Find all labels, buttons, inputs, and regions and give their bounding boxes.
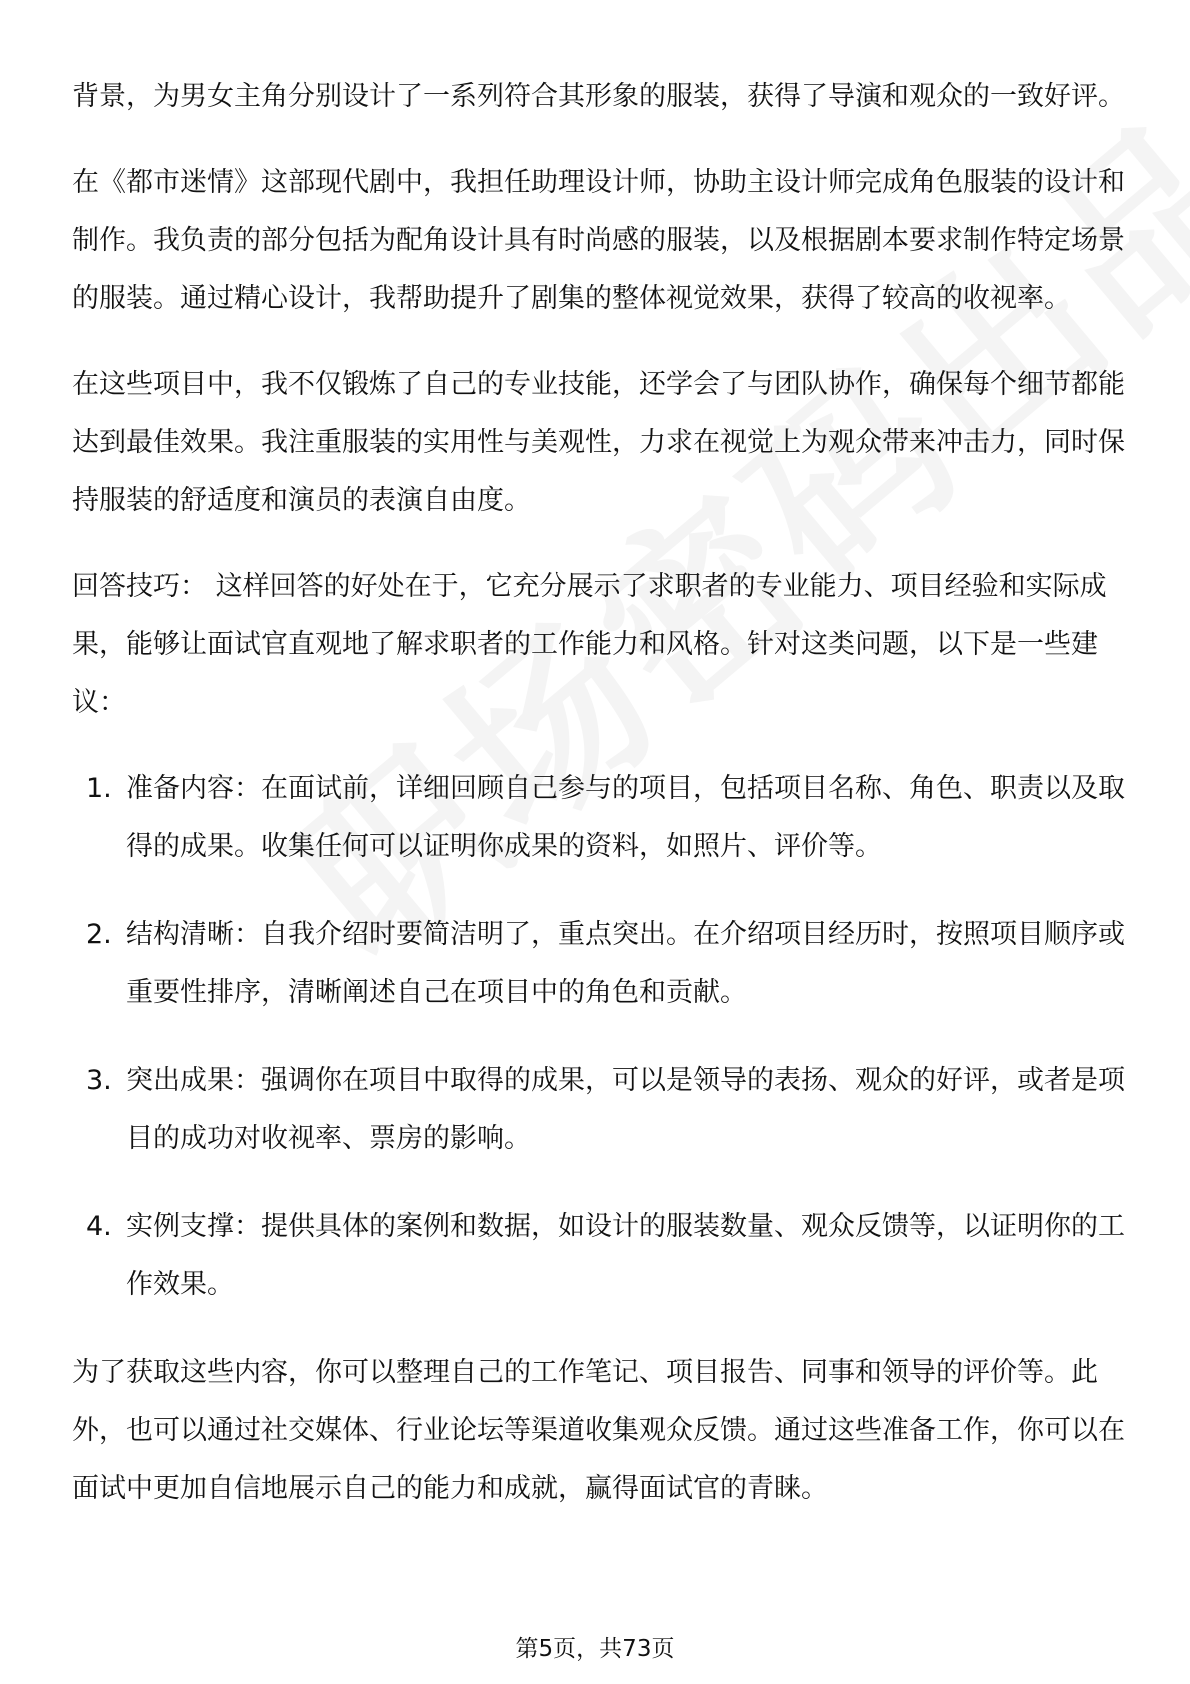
list-number: 2. (86, 919, 112, 950)
paragraph-preparation: 为了获取这些内容，你可以整理自己的工作笔记、项目报告、同事和领导的评价等。此外，也可以通过社交媒体、行业论坛等渠道收集观众反馈。通过这些准备工作，你可以在面试中更加自信地展示自己的能力和成就，赢得面试官的青睐。 (72, 1357, 1125, 1504)
page-content (72, 68, 1128, 1546)
list-item (72, 1198, 1128, 1314)
list-number: 4. (86, 1211, 112, 1242)
list-text: 准备内容：在面试前，详细回顾自己参与的项目，包括项目名称、角色、职责以及取得的成果。收集任何可以证明你成果的资料，如照片、评价等。 (126, 773, 1125, 862)
paragraph-urban-drama: 在《都市迷情》这部现代剧中，我担任助理设计师，协助主设计师完成角色服装的设计和制作。我负责的部分包括为配角设计具有时尚感的服装，以及根据剧本要求制作特定场景的服装。通过精心设计，我帮助提升了剧集的整体视觉效果，获得了较高的收视率。 (72, 167, 1125, 314)
list-item (72, 1052, 1128, 1168)
paragraph-background: 背景，为男女主角分别设计了一系列符合其形象的服装，获得了导演和观众的一致好评。 (72, 81, 1125, 112)
page-number-footer: 第5页，共73页 (515, 1636, 675, 1662)
suggestion-list (72, 760, 1128, 1314)
list-item (72, 760, 1128, 876)
list-text: 实例支撑：提供具体的案例和数据，如设计的服装数量、观众反馈等，以证明你的工作效果。 (126, 1211, 1125, 1300)
paragraph-project-summary: 在这些项目中，我不仅锻炼了自己的专业技能，还学会了与团队协作，确保每个细节都能达到最佳效果。我注重服装的实用性与美观性，力求在视觉上为观众带来冲击力，同时保持服装的舒适度和演员的表演自由度。 (72, 369, 1125, 516)
list-text: 突出成果：强调你在项目中取得的成果，可以是领导的表扬、观众的好评，或者是项目的成功对收视率、票房的影响。 (126, 1065, 1125, 1154)
list-text: 结构清晰：自我介绍时要简洁明了，重点突出。在介绍项目经历时，按照项目顺序或重要性排序，清晰阐述自己在项目中的角色和贡献。 (126, 919, 1125, 1008)
list-item (72, 906, 1128, 1022)
list-number: 3. (86, 1065, 112, 1096)
paragraph-answer-tips: 回答技巧： 这样回答的好处在于，它充分展示了求职者的专业能力、项目经验和实际成果，能够让面试官直观地了解求职者的工作能力和风格。针对这类问题，以下是一些建议： (72, 571, 1107, 718)
list-number: 1. (86, 773, 112, 804)
